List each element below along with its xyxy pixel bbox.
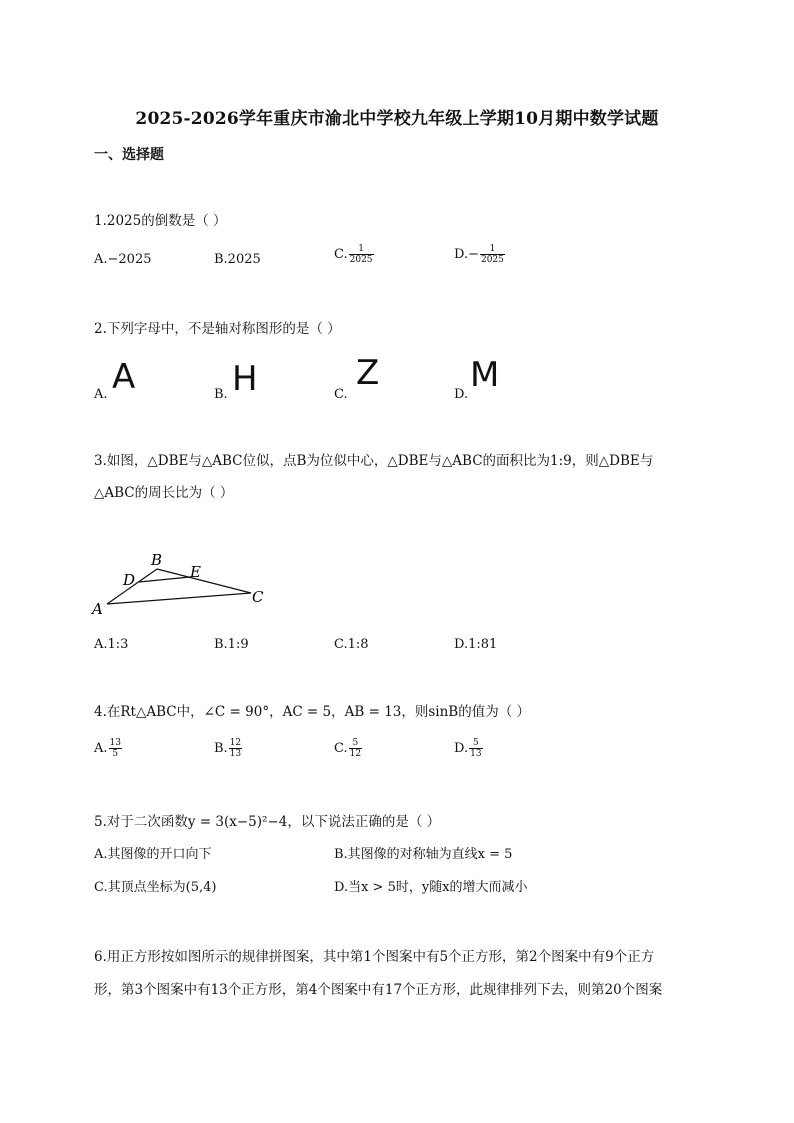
question-2-letter-h: H (232, 359, 258, 399)
option-a-fraction (109, 738, 122, 759)
segment-ac (107, 593, 251, 604)
question-5-stem: 5.对于二次函数y = 3(x−5)²−4，以下说法正确的是（ ） (94, 814, 441, 830)
label-e: E (190, 563, 201, 581)
fraction-denominator: 12 (349, 749, 362, 759)
section-heading: 一、选择题 (94, 147, 164, 163)
question-1-option-b: B.2025 (214, 252, 261, 267)
option-c-prefix: C. (334, 247, 348, 262)
fraction-numerator: 13 (109, 738, 121, 748)
question-1-option-c (334, 244, 374, 265)
option-a-prefix: A. (94, 741, 108, 756)
question-5-option-d: D.当x > 5时，y随x的增大而减小 (334, 880, 528, 895)
question-1-stem: 1.2025的倒数是（ ） (94, 213, 227, 229)
fraction-numerator: 5 (352, 738, 359, 748)
question-2-letter-z: Z (356, 353, 380, 393)
label-c: C (252, 588, 264, 606)
fraction-numerator: 1 (489, 244, 496, 254)
segment-de (139, 577, 190, 582)
question-5-option-c: C.其顶点坐标为(5,4) (94, 880, 217, 895)
question-4-option-d (454, 738, 483, 759)
segment-bc (157, 569, 251, 593)
question-3-stem-line1: 3.如图，△DBE与△ABC位似，点B为位似中心，△DBE与△ABC的面积比为1:9，则△DBE与 (94, 453, 654, 469)
label-a: A (92, 600, 103, 618)
fraction-denominator: 13 (470, 749, 482, 759)
question-3-stem-line2: △ABC的周长比为（ ） (94, 485, 234, 501)
question-5-option-a: A.其图像的开口向下 (94, 847, 212, 862)
option-c-fraction (349, 738, 362, 759)
fraction-numerator: 12 (229, 738, 242, 748)
fraction-numerator: 1 (358, 244, 364, 254)
option-c-fraction (349, 244, 374, 265)
question-1-option-d (454, 244, 505, 265)
page-title: 2025-2026学年重庆市渝北中学校九年级上学期10月期中数学试题 (135, 109, 659, 129)
question-6-stem-line1: 6.用正方形按如图所示的规律拼图案，其中第1个图案中有5个正方形，第2个图案中有9个正方 (94, 949, 655, 965)
fraction-denominator: 2025 (480, 255, 504, 265)
question-2-stem: 2.下列字母中，不是轴对称图形的是（ ） (94, 321, 341, 337)
option-b-prefix: B. (214, 741, 228, 756)
option-c-prefix: C. (334, 741, 348, 756)
fraction-denominator: 5 (109, 748, 122, 759)
question-3-option-c: C.1:8 (334, 637, 369, 652)
question-2-option-a-prefix: A. (94, 387, 108, 402)
option-b-fraction (229, 738, 242, 759)
question-3-option-b: B.1:9 (214, 637, 249, 652)
question-4-option-c (334, 738, 362, 759)
option-d-prefix: D. (454, 741, 469, 756)
fraction-numerator: 5 (472, 738, 479, 748)
fraction-denominator: 13 (229, 749, 242, 759)
question-2-letter-m: M (470, 355, 500, 395)
question-4-option-a (94, 738, 122, 759)
question-6-stem-line2: 形，第3个图案中有13个正方形，第4个图案中有17个正方形，此规律排列下去，则第20个图案 (94, 982, 663, 998)
option-d-fraction (469, 738, 482, 759)
question-3-figure (88, 548, 278, 620)
question-1-option-a: A.−2025 (94, 252, 152, 267)
question-2-option-b-prefix: B. (214, 387, 228, 402)
label-b: B (151, 551, 163, 569)
question-3-option-a: A.1:3 (94, 637, 129, 652)
question-2-option-c-prefix: C. (334, 387, 348, 402)
question-5-option-b: B.其图像的对称轴为直线x = 5 (334, 847, 513, 862)
label-d: D (123, 571, 136, 589)
question-2-letter-a: A (112, 357, 136, 397)
fraction-denominator: 2025 (349, 255, 373, 265)
option-d-prefix: D.− (454, 247, 479, 262)
question-3-option-d: D.1:81 (454, 637, 498, 652)
question-2-option-d-prefix: D. (454, 387, 469, 402)
question-4-stem: 4.在Rt△ABC中，∠C = 90°，AC = 5，AB = 13，则sinB的值为（ ） (94, 704, 531, 720)
question-4-option-b (214, 738, 242, 759)
option-d-fraction (480, 244, 505, 265)
